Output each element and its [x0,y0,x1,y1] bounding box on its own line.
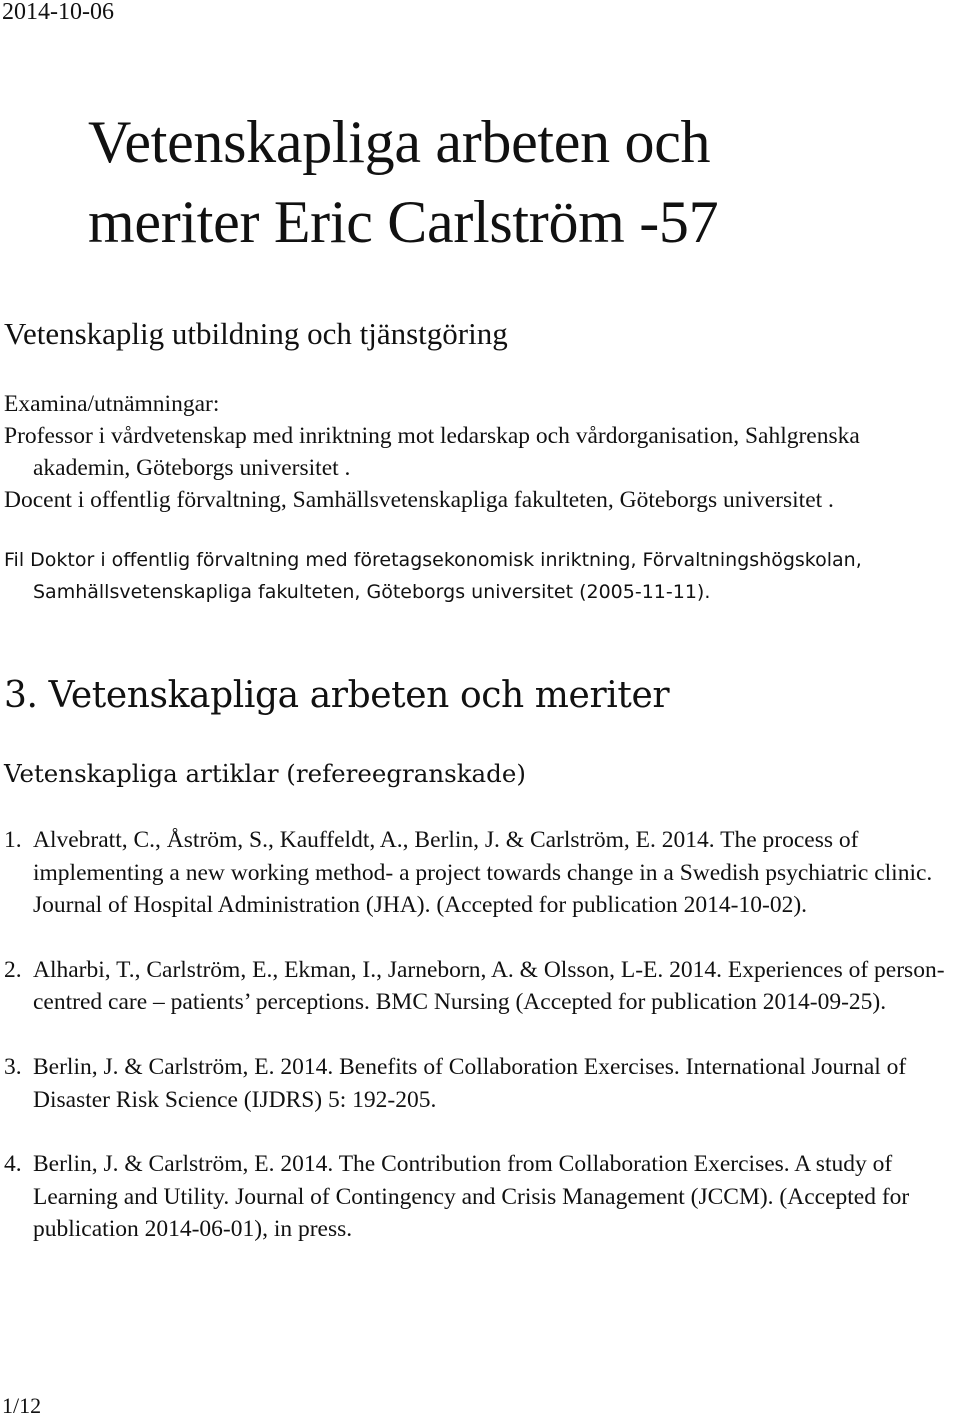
publication-number: 1. [4,827,22,853]
examination-list [4,388,954,516]
publication-number: 4. [4,1151,22,1178]
publication-text: Berlin, J. & Carlström, E. 2014. Benefits of Collaboration Exercises. International Journal of Disaster Risk Science (IJDRS) 5: 192-205. [33,1053,907,1113]
publication-item [4,1051,956,1116]
publication-number: 2. [4,956,22,983]
title-line-2: meriter Eric Carlström -57 [88,189,719,255]
page-number: 1/12 [2,1393,42,1418]
header-date: 2014-10-06 [2,0,114,25]
title-line-1: Vetenskapliga arbeten och [88,109,711,175]
section-heading: 3. Vetenskapliga arbeten och meriter [4,675,670,716]
document-title [88,102,948,262]
publication-item [4,1148,956,1246]
education-heading: Vetenskaplig utbildning och tjänstgöring [4,316,508,351]
publication-list [4,824,956,1278]
publication-number: 3. [4,1053,22,1080]
publication-text: Alvebratt, C., Åström, S., Kauffeldt, A., Berlin, J. & Carlström, E. 2014. The process of implementing a new working method- a project towards change in a Swedish psychiatric clinic. Journal of Hospital Administration (JHA). (Accepted for publication 2014-10-02). [33,827,933,919]
examination-item-docent: Docent i offentlig förvaltning, Samhällsvetenskapliga fakulteten, Göteborgs universitet . [4,487,834,513]
examination-item-professor: Professor i vårdvetenskap med inriktning mot ledarskap och vårdorganisation, Sahlgrenska akademin, Göteborgs universitet . [4,423,860,481]
publication-item [4,954,956,1019]
publication-text: Berlin, J. & Carlström, E. 2014. The Contribution from Collaboration Exercises. A study of Learning and Utility. Journal of Contingency and Crisis Management (JCCM). (Accepted for publication 2014-06-01), in press. [33,1151,910,1243]
publication-text: Alharbi, T., Carlström, E., Ekman, I., Jarneborn, A. & Olsson, L-E. 2014. Experiences of person-centred care – patients’ perceptions. BMC Nursing (Accepted for publication 2014-09-25). [33,956,945,1016]
examination-label: Examina/utnämningar: [4,391,220,417]
articles-subheading: Vetenskapliga artiklar (refereegranskade) [4,759,526,788]
examination-item-phd: Fil Doktor i offentlig förvaltning med företagsekonomisk inriktning, Förvaltningshögskolan, Samhällsvetenskapliga fakulteten, Göteborgs universitet (2005-11-11). [4,549,862,603]
publication-item [4,824,956,922]
